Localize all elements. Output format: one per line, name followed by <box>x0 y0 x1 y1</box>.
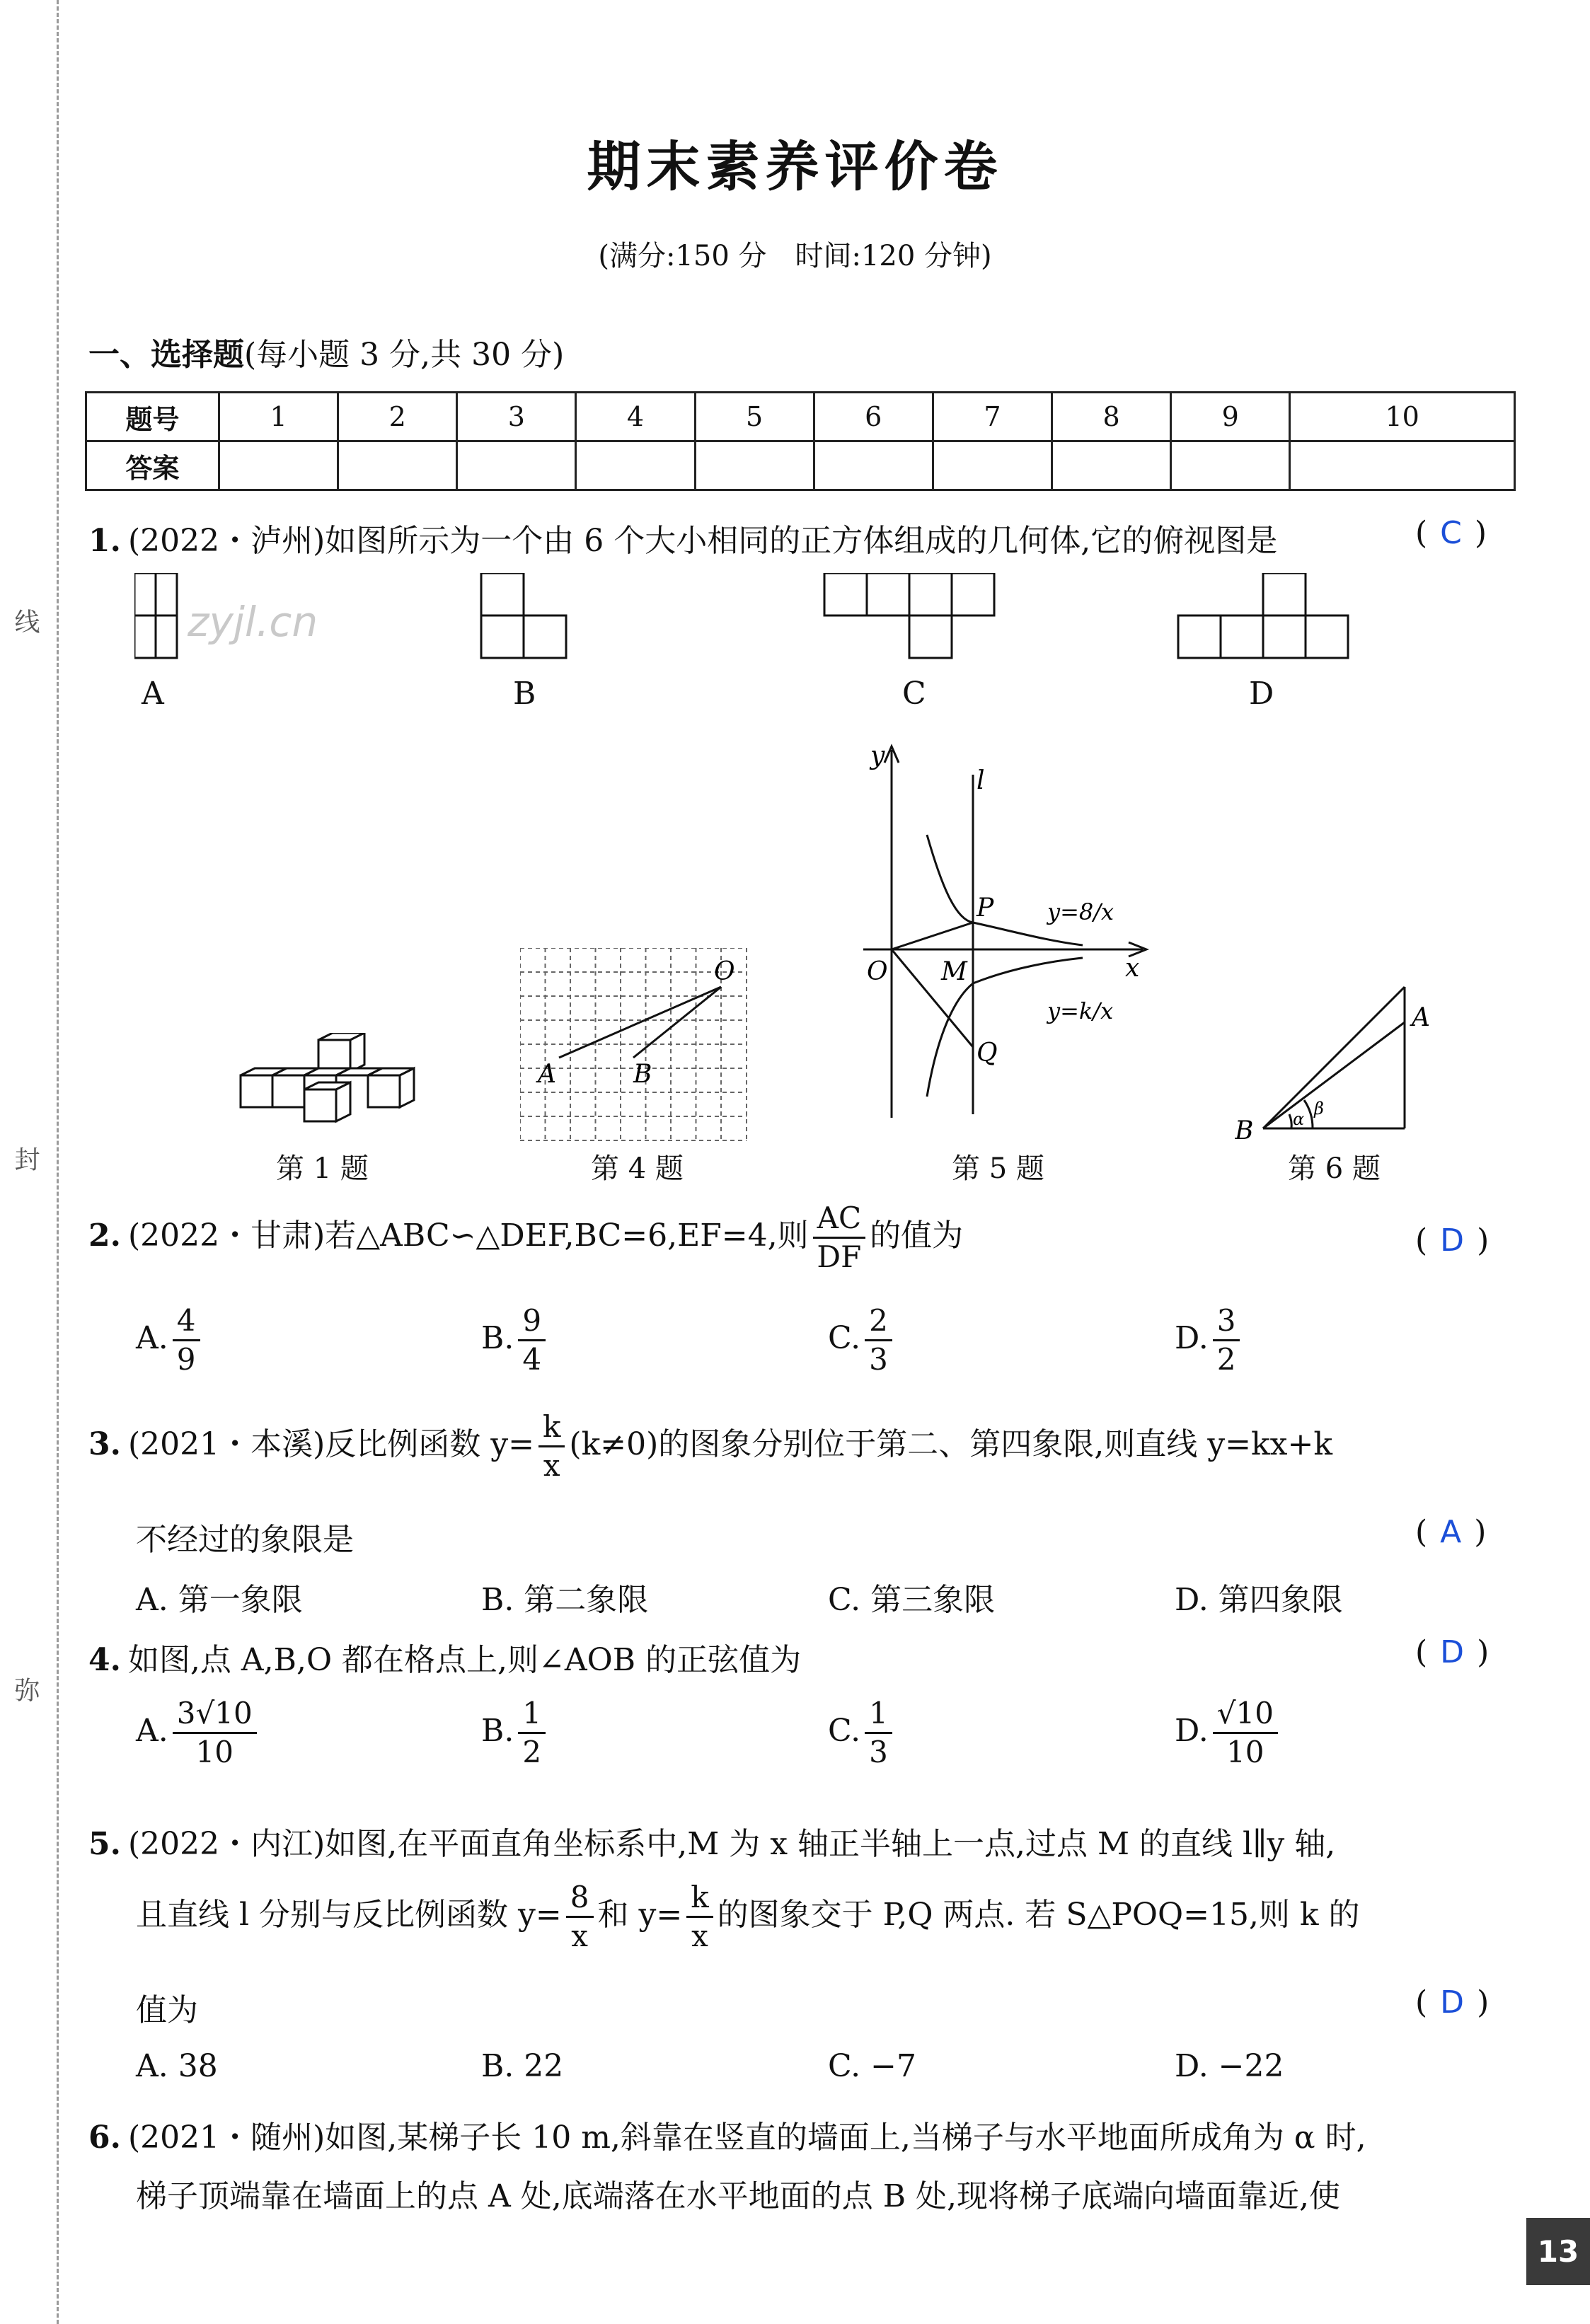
option-label: C. <box>828 1320 861 1357</box>
answer-bracket: ( D ) <box>1415 1984 1490 2021</box>
frac-bot: x <box>571 1919 588 1954</box>
frac-bot: 3 <box>869 1735 888 1770</box>
option-label: B. <box>481 1320 514 1357</box>
answer-bracket: ( D ) <box>1415 1634 1490 1670</box>
table-col: 10 <box>1290 393 1515 441</box>
frac-top: 1 <box>865 1698 892 1734</box>
fig5-label-p: P <box>977 894 994 923</box>
frac-bot: 10 <box>1226 1735 1264 1770</box>
question-3-line2: 不经过的象限是 <box>136 1522 354 1558</box>
question-number: 4. <box>88 1642 121 1678</box>
figure-1-caption: 第 1 题 <box>276 1152 369 1185</box>
frac-top: 3 <box>1213 1305 1240 1341</box>
q5-option-a[interactable]: A. 38 <box>136 2048 218 2084</box>
fig6-label-alpha: α <box>1293 1109 1305 1129</box>
frac-top: k <box>686 1882 713 1918</box>
question-1 <box>88 515 1277 560</box>
question-4 <box>88 1634 801 1680</box>
question-text: 如图,点 A,B,O 都在格点上,则∠AOB 的正弦值为 <box>127 1642 802 1678</box>
q5-option-d[interactable]: D. −22 <box>1175 2048 1284 2084</box>
q4-option-c[interactable] <box>828 1698 897 1768</box>
table-col: 3 <box>457 393 576 441</box>
frac-top: 2 <box>865 1305 892 1341</box>
frac-top: 9 <box>518 1305 546 1341</box>
option-fraction <box>173 1305 200 1375</box>
q3-option-d[interactable]: D. 第四象限 <box>1175 1582 1343 1618</box>
question-text: (2022・内江)如图,在平面直角坐标系中,M 为 x 轴正半轴上一点,过点 M 的直线 l∥y 轴, <box>127 1826 1336 1862</box>
figure-6-caption: 第 6 题 <box>1288 1152 1381 1185</box>
frac-top: 3√10 <box>173 1698 257 1734</box>
q5-fraction-1 <box>566 1882 594 1952</box>
option-fraction <box>173 1698 257 1768</box>
frac-bot: 3 <box>869 1342 888 1377</box>
q2-fraction <box>813 1203 865 1273</box>
page-subtitle: (满分:150 分 时间:120 分钟) <box>598 240 992 272</box>
fig4-label-a: A <box>538 1060 556 1089</box>
fig6-label-b: B <box>1235 1116 1254 1143</box>
table-col: 2 <box>338 393 457 441</box>
frac-bot: 10 <box>195 1735 234 1770</box>
question-text-b: (k≠0)的图象分别位于第二、第四象限,则直线 y=kx+k <box>569 1426 1332 1463</box>
question-5-line3: 值为 <box>136 1992 198 2028</box>
option-label: A. <box>136 1713 168 1750</box>
answer-value: D <box>1440 1984 1465 2021</box>
question-text: (2022・甘肃)若△ABC∽△DEF,BC=6,EF=4,则 <box>127 1218 809 1254</box>
frac-bot: x <box>543 1448 560 1484</box>
table-col: 4 <box>576 393 695 441</box>
sidebar-seal-char: 封 <box>11 1146 40 1172</box>
q2-option-a[interactable] <box>136 1305 204 1375</box>
option-label: D. <box>1175 1713 1209 1750</box>
q5-fraction-2 <box>686 1882 713 1952</box>
question-5 <box>88 1818 1335 1863</box>
table-col: 1 <box>219 393 338 441</box>
q5-option-b[interactable]: B. 22 <box>481 2048 564 2084</box>
frac-bot: x <box>691 1919 708 1954</box>
frac-top: k <box>538 1411 565 1447</box>
option-fraction <box>865 1305 892 1375</box>
figure-4-caption: 第 4 题 <box>591 1152 684 1185</box>
answer-value: D <box>1440 1634 1465 1670</box>
table-col: 5 <box>695 393 814 441</box>
answer-table-answer-row <box>86 441 1515 490</box>
question-6-line2: 梯子顶端靠在墙面上的点 A 处,底端落在水平地面的点 B 处,现将梯子底端向墙面靠近,使 <box>136 2178 1341 2214</box>
question-number: 2. <box>88 1218 121 1254</box>
q1-option-c[interactable]: C <box>902 676 926 712</box>
figure-4-grid <box>520 948 750 1143</box>
figure-1-cubes <box>226 1033 417 1139</box>
table-header-label: 题号 <box>86 393 219 441</box>
option-b-view <box>481 573 566 658</box>
q2-option-d[interactable] <box>1175 1305 1244 1375</box>
option-fraction <box>1213 1305 1240 1375</box>
question-3 <box>88 1409 1332 1484</box>
question-text: (2022・泸州)如图所示为一个由 6 个大小相同的正方体组成的几何体,它的俯视图是 <box>127 523 1278 559</box>
q2-option-b[interactable] <box>481 1305 550 1375</box>
answer-table <box>85 391 1516 491</box>
frac-bot: 9 <box>176 1342 196 1377</box>
q3-option-c[interactable]: C. 第三象限 <box>828 1582 996 1618</box>
option-d-view <box>1178 573 1348 658</box>
q1-options-figure <box>134 573 1550 715</box>
option-fraction <box>1213 1698 1278 1768</box>
question-number: 3. <box>88 1426 121 1463</box>
answer-bracket: ( A ) <box>1415 1514 1487 1550</box>
fig6-label-beta: β <box>1314 1099 1324 1118</box>
q1-option-d[interactable]: D <box>1249 676 1274 712</box>
fig5-label-y: y <box>870 741 885 770</box>
option-label: C. <box>828 1713 861 1750</box>
frac-top: 8 <box>566 1882 594 1918</box>
figure-5-caption: 第 5 题 <box>952 1152 1044 1185</box>
question-number: 1. <box>88 523 121 559</box>
answer-cell[interactable] <box>219 441 338 490</box>
sidebar-bind-char: 线 <box>11 608 40 634</box>
q2-option-c[interactable] <box>828 1305 897 1375</box>
page-number: 13 <box>1526 2218 1590 2285</box>
question-5-line2 <box>136 1882 1360 1952</box>
frac-bot: DF <box>817 1239 862 1275</box>
question-text: (2021・随州)如图,某梯子长 10 m,斜靠在竖直的墙面上,当梯子与水平地面所成角为 α 时, <box>127 2120 1366 2156</box>
answer-table-header-row <box>86 393 1515 441</box>
q3-option-a[interactable]: A. 第一象限 <box>136 1582 303 1618</box>
answer-cell[interactable] <box>1052 441 1170 490</box>
figure-6-ladder <box>1235 980 1447 1143</box>
fig4-label-o: O <box>714 957 735 986</box>
answer-value: C <box>1440 515 1462 551</box>
frac-top: 4 <box>173 1305 200 1341</box>
frac-bot: 4 <box>522 1342 542 1377</box>
option-label: D. <box>1175 1320 1209 1357</box>
section-note: (每小题 3 分,共 30 分) <box>244 337 565 373</box>
binding-line <box>57 0 59 2324</box>
fig5-label-x: x <box>1125 954 1140 983</box>
q4-option-d[interactable] <box>1175 1698 1282 1768</box>
q1-option-b[interactable]: B <box>513 676 536 712</box>
fig5-func-1: y=8/x <box>1047 898 1114 925</box>
table-col: 6 <box>814 393 933 441</box>
option-fraction <box>518 1698 546 1768</box>
q3-option-b[interactable]: B. 第二象限 <box>481 1582 649 1618</box>
fig6-label-a: A <box>1412 1003 1430 1032</box>
option-a-view <box>134 573 177 658</box>
question-2 <box>88 1203 963 1273</box>
frac-top: √10 <box>1213 1698 1278 1734</box>
answer-cell[interactable] <box>695 441 814 490</box>
answer-cell[interactable] <box>576 441 695 490</box>
answer-value: A <box>1440 1514 1462 1550</box>
question-6 <box>88 2112 1366 2157</box>
option-label: B. <box>481 1713 514 1750</box>
option-label: A. <box>136 1320 168 1357</box>
q3-fraction <box>538 1409 565 1484</box>
answer-cell[interactable] <box>814 441 933 490</box>
answer-cell[interactable] <box>338 441 457 490</box>
table-col: 9 <box>1171 393 1290 441</box>
table-col: 8 <box>1052 393 1170 441</box>
fig5-label-o: O <box>867 957 888 986</box>
figure-5-plane <box>849 736 1160 1118</box>
option-fraction <box>518 1305 546 1375</box>
answer-cell[interactable] <box>1171 441 1290 490</box>
sidebar-fold-char: 弥 <box>11 1677 40 1702</box>
q4-option-b[interactable] <box>481 1698 550 1768</box>
answer-bracket: ( D ) <box>1415 1222 1490 1259</box>
fig5-label-q: Q <box>977 1039 998 1068</box>
text-part: 且直线 l 分别与反比例函数 y= <box>136 1897 562 1933</box>
watermark: zyjl.cn <box>188 598 318 646</box>
question-number: 5. <box>88 1826 121 1862</box>
q4-option-a[interactable] <box>136 1698 261 1768</box>
section-heading <box>88 329 564 374</box>
answer-cell[interactable] <box>933 441 1052 490</box>
section-label: 一、选择题 <box>88 337 244 373</box>
table-answer-label: 答案 <box>86 441 219 490</box>
answer-cell[interactable] <box>457 441 576 490</box>
question-number: 6. <box>88 2120 121 2156</box>
fig5-label-m: M <box>941 957 967 986</box>
question-text-a: (2021・本溪)反比例函数 y= <box>127 1426 534 1463</box>
answer-bracket: ( C ) <box>1415 515 1487 551</box>
fig5-label-l: l <box>977 766 985 795</box>
text-part: 和 y= <box>597 1897 683 1933</box>
text-part: 的图象交于 P,Q 两点. 若 S△POQ=15,则 k 的 <box>717 1897 1360 1933</box>
fig5-func-2: y=k/x <box>1047 998 1114 1024</box>
frac-top: 1 <box>518 1698 546 1734</box>
q5-option-c[interactable]: C. −7 <box>828 2048 916 2084</box>
frac-bot: 2 <box>522 1735 542 1770</box>
page-title: 期末素养评价卷 <box>587 135 1003 198</box>
answer-cell[interactable] <box>1290 441 1515 490</box>
fig4-label-b: B <box>633 1060 652 1089</box>
question-tail: 的值为 <box>870 1218 964 1254</box>
frac-bot: 2 <box>1216 1342 1236 1377</box>
answer-value: D <box>1440 1222 1465 1259</box>
option-c-view <box>824 573 994 658</box>
table-col: 7 <box>933 393 1052 441</box>
option-fraction <box>865 1698 892 1768</box>
q1-option-a[interactable]: A <box>142 676 164 712</box>
frac-top: AC <box>813 1203 865 1239</box>
